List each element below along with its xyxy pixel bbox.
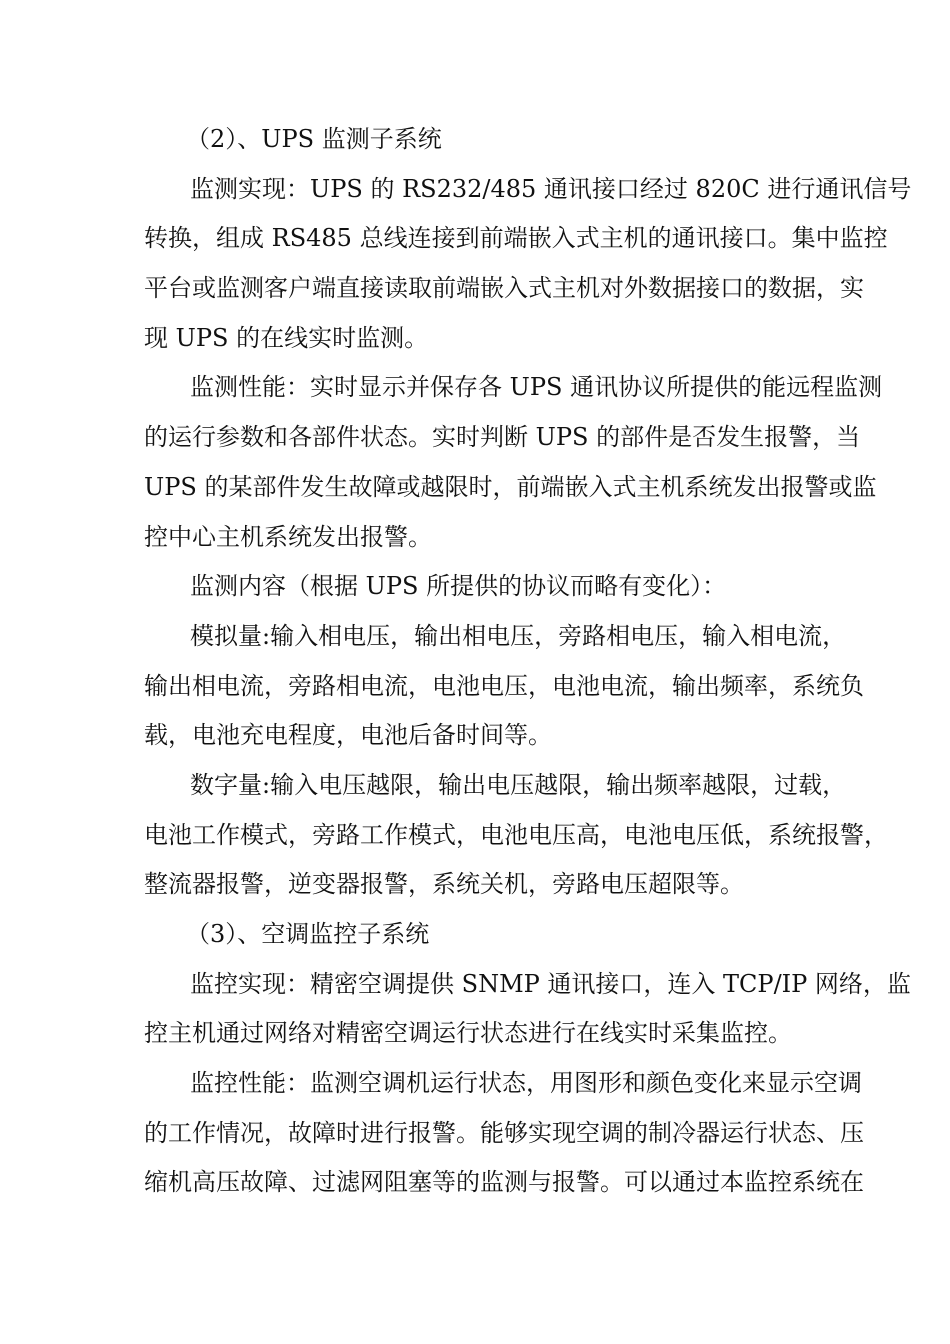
- paragraph-line: 电池工作模式，旁路工作模式，电池电压高，电池电压低，系统报警，: [144, 820, 888, 849]
- paragraph-line: 缩机高压故障、过滤网阻塞等的监测与报警。可以通过本监控系统在: [144, 1168, 864, 1197]
- paragraph-line: 现 UPS 的在线实时监测。: [144, 323, 429, 352]
- section-heading-ups: （2）、UPS 监测子系统: [186, 125, 442, 153]
- paragraph-line: 控主机通过网络对精密空调运行状态进行在线实时采集监控。: [144, 1019, 792, 1048]
- paragraph-line: 监测内容（根据 UPS 所提供的协议而略有变化）：: [190, 572, 727, 601]
- document-body: [144, 115, 912, 1208]
- paragraph-line: 转换，组成 RS485 总线连接到前端嵌入式主机的通讯接口。集中监控: [144, 224, 888, 253]
- paragraph-line: 监控性能：监测空调机运行状态，用图形和颜色变化来显示空调: [190, 1069, 862, 1098]
- paragraph-line: 输出相电流，旁路相电流，电池电压，电池电流，输出频率，系统负: [144, 671, 864, 700]
- paragraph-line: 监测性能：实时显示并保存各 UPS 通讯协议所提供的能远程监测: [190, 373, 883, 402]
- paragraph-line: 整流器报警，逆变器报警，系统关机，旁路电压超限等。: [144, 870, 744, 899]
- paragraph-line: 监控实现：精密空调提供 SNMP 通讯接口，连入 TCP/IP 网络，监: [190, 969, 911, 998]
- paragraph-line: 的工作情况，故障时进行报警。能够实现空调的制冷器运行状态、压: [144, 1118, 864, 1147]
- paragraph-line: 控中心主机系统发出报警。: [144, 522, 432, 551]
- paragraph-line: 平台或监测客户端直接读取前端嵌入式主机对外数据接口的数据，实: [144, 274, 864, 303]
- paragraph-line: UPS 的某部件发生故障或越限时，前端嵌入式主机系统发出报警或监: [144, 472, 877, 501]
- paragraph-line: 载，电池充电程度，电池后备时间等。: [144, 721, 552, 750]
- paragraph-line: 的运行参数和各部件状态。实时判断 UPS 的部件是否发生报警，当: [144, 423, 861, 452]
- paragraph-line: 数字量:输入电压越限，输出电压越限，输出频率越限，过载，: [190, 770, 847, 799]
- paragraph-line: 模拟量:输入相电压，输出相电压，旁路相电压，输入相电流，: [190, 621, 847, 650]
- paragraph-line: 监测实现：UPS 的 RS232/485 通讯接口经过 820C 进行通讯信号: [190, 174, 912, 203]
- section-heading-aircon: （3）、空调监控子系统: [186, 920, 430, 948]
